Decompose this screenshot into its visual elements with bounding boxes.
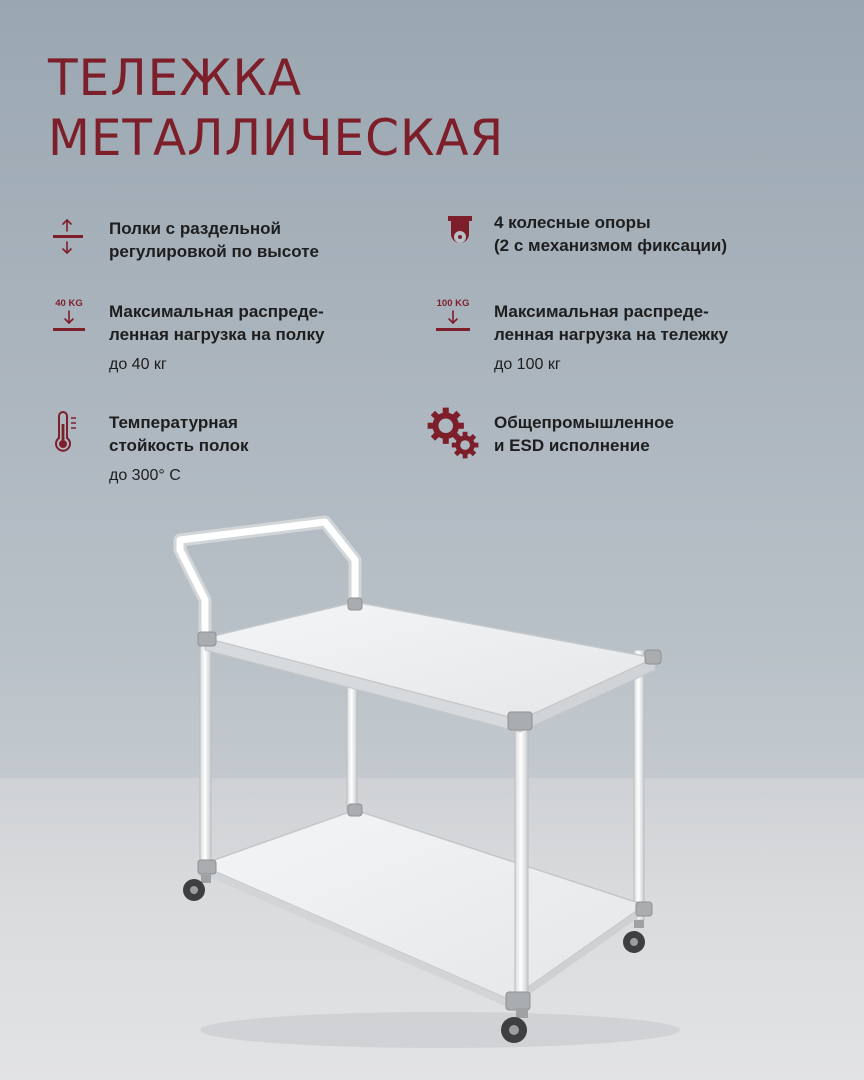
thermometer-icon bbox=[49, 410, 97, 458]
gears-icon bbox=[424, 404, 482, 462]
feature-label: 4 колесные опоры (2 с механизмом фиксации) bbox=[494, 213, 728, 255]
page-title: ТЕЛЕЖКА МЕТАЛЛИЧЕСКАЯ bbox=[48, 49, 505, 167]
feature-esd bbox=[494, 412, 824, 457]
feature-temperature bbox=[109, 412, 439, 487]
svg-text:40 KG: 40 KG bbox=[55, 298, 83, 309]
feature-label: Максимальная распреде- ленная нагрузка на полку bbox=[109, 302, 325, 344]
feature-value: до 100 кг bbox=[494, 356, 561, 373]
feature-value: до 300° С bbox=[109, 467, 181, 484]
feature-label: Полки с раздельной регулировкой по высоте bbox=[109, 219, 320, 261]
feature-value: до 40 кг bbox=[109, 356, 167, 373]
feature-height-adjust bbox=[109, 218, 439, 263]
feature-cart-load bbox=[436, 298, 824, 376]
caster-wheel-icon bbox=[434, 210, 482, 258]
feature-label: Общепромышленное и ESD исполнение bbox=[494, 413, 675, 455]
svg-text:100 KG: 100 KG bbox=[436, 298, 470, 309]
height-adjust-icon bbox=[49, 216, 97, 264]
metal-cart-illustration bbox=[160, 510, 680, 1070]
feature-shelf-load bbox=[55, 298, 439, 376]
feature-label: Максимальная распреде- ленная нагрузка на тележку bbox=[494, 302, 729, 344]
feature-label: Температурная стойкость полок bbox=[109, 413, 249, 455]
weight-40kg-icon bbox=[49, 297, 97, 345]
weight-100kg-icon bbox=[434, 297, 482, 345]
feature-caster-wheels bbox=[494, 212, 824, 257]
